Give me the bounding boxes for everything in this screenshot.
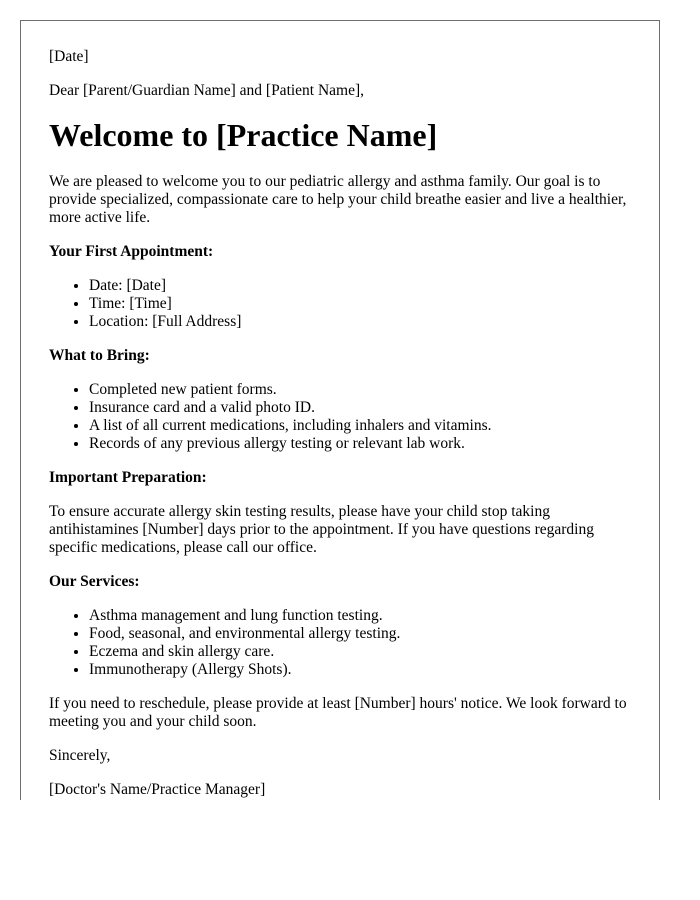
letter-title: Welcome to [Practice Name] bbox=[49, 117, 438, 153]
list-item: • Location: [Full Address] bbox=[89, 313, 631, 331]
salutation: Dear [Parent/Guardian Name] and [Patient Name], bbox=[49, 82, 365, 99]
list-item: • Time: [Time] bbox=[89, 295, 631, 313]
services-list bbox=[49, 607, 631, 679]
first-appointment-list bbox=[49, 277, 631, 331]
signoff: Sincerely, bbox=[49, 747, 111, 764]
list-item: • Insurance card and a valid photo ID. bbox=[89, 399, 631, 417]
first-appointment-heading: Your First Appointment: bbox=[49, 243, 214, 260]
list-item: • Asthma management and lung function testing. bbox=[89, 607, 631, 625]
preparation-heading: Important Preparation: bbox=[49, 469, 207, 486]
welcome-letter bbox=[20, 20, 660, 800]
list-item: • Immunotherapy (Allergy Shots). bbox=[89, 661, 631, 679]
list-item: • Completed new patient forms. bbox=[89, 381, 631, 399]
list-item: • Eczema and skin allergy care. bbox=[89, 643, 631, 661]
list-item: • Records of any previous allergy testing or relevant lab work. bbox=[89, 435, 631, 453]
services-heading: Our Services: bbox=[49, 573, 140, 590]
closing-paragraph: If you need to reschedule, please provide at least [Number] hours' notice. We look forward to meeting you and your child soon. bbox=[49, 695, 627, 730]
intro-paragraph: We are pleased to welcome you to our pediatric allergy and asthma family. Our goal is to provide specialized, compassionate care to help your child breathe easier and live a healthier, more active life. bbox=[49, 173, 627, 226]
what-to-bring-heading: What to Bring: bbox=[49, 347, 150, 364]
list-item: • A list of all current medications, including inhalers and vitamins. bbox=[89, 417, 631, 435]
list-item: • Food, seasonal, and environmental allergy testing. bbox=[89, 625, 631, 643]
list-item: • Date: [Date] bbox=[89, 277, 631, 295]
letter-date: [Date] bbox=[49, 48, 89, 65]
signature: [Doctor's Name/Practice Manager] bbox=[49, 781, 266, 798]
what-to-bring-list bbox=[49, 381, 631, 453]
preparation-paragraph: To ensure accurate allergy skin testing results, please have your child stop taking antihistamines [Number] days prior to the appointment. If you have questions regarding specific medications, please call our office. bbox=[49, 503, 594, 556]
